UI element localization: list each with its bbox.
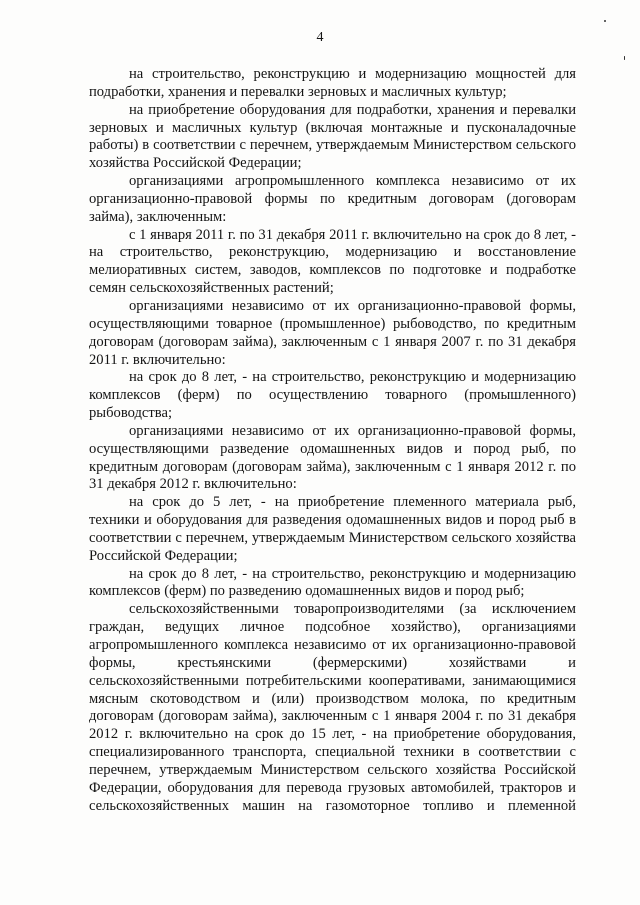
paragraph-agro-organizations: организациями агропромышленного комплекса независимо от их организационно-правовой формы по кредитным договорам (договорам займа), заключенным: bbox=[89, 173, 576, 225]
paragraph-equipment-purchase: на приобретение оборудования для подработки, хранения и перевалки зерновых и масличных культур (включая монтажные и пусконаладочные работы) в соответствии с перечнем, утверждаемым Министерством сельского хозяйства Российской Федерации; bbox=[89, 101, 576, 172]
paragraph-storage-construction: на строительство, реконструкцию и модернизацию мощностей для подработки, хранения и перевалки зерновых и масличных культур; bbox=[89, 66, 576, 100]
paragraph-fish-breeding-organizations: организациями независимо от их организационно-правовой формы, осуществляющими разведение одомашненных видов и пород рыб, по кредитным договорам (договорам займа), заключенным с 1 января 2012 г. по 31 декабря 2012 г. включительно: bbox=[89, 422, 576, 493]
paragraph-livestock-producers: сельскохозяйственными товаропроизводителями (за исключением граждан, ведущих личное подсобное хозяйство), организациями агропромышленного комплекса независимо от их организационно-правовой формы, крестьянскими (фермерскими) хозяйствами и сельскохозяйственными потребительскими кооперативами, занимающимися мясным скотоводством и (или) производством молока, по кредитным договорам (договорам займа), заключенным с 1 января 2004 г. по 31 декабря 2012 г. включительно на срок до 15 лет, - на приобретение оборудования, специализированного транспорта, специальной техники в соответствии с перечнем, утверждаемым Министерством сельского хозяйства Российской Федерации, оборудования для перевода грузовых автомобилей, тракторов и сельскохозяйственных машин на газомоторное топливо и племенной bbox=[89, 601, 576, 814]
paragraph-breeding-material: на срок до 5 лет, - на приобретение племенного материала рыб, техники и оборудования для разведения одомашненных видов и пород рыб в соответствии с перечнем, утверждаемым Министерством сельского хозяйства Российской Федерации; bbox=[89, 494, 576, 564]
document-body bbox=[89, 66, 576, 815]
paragraph-breeding-complexes: на срок до 8 лет, - на строительство, реконструкцию и модернизацию комплексов (ферм) по разведению одомашненных видов и пород рыб; bbox=[89, 565, 576, 600]
scan-speck bbox=[604, 20, 606, 22]
paragraph-2011-reclamation: с 1 января 2011 г. по 31 декабря 2011 г. включительно на срок до 8 лет, - на строительство, реконструкцию, модернизацию и восстановление мелиоративных систем, заводов, комплексов по подготовке и подработке семян сельскохозяйственных растений; bbox=[89, 226, 576, 297]
paragraph-fish-farming-organizations: организациями независимо от их организационно-правовой формы, осуществляющими товарное (промышленное) рыбоводство, по кредитным договорам (договорам займа), заключенным с 1 января 2007 г. по 31 декабря 2011 г. включительно: bbox=[89, 297, 576, 368]
page-number: 4 bbox=[316, 30, 324, 45]
paragraph-fish-farm-construction: на срок до 8 лет, - на строительство, реконструкцию и модернизацию комплексов (ферм) по осуществлению товарного (промышленного) рыбоводства; bbox=[89, 369, 576, 422]
scan-speck bbox=[624, 56, 625, 60]
